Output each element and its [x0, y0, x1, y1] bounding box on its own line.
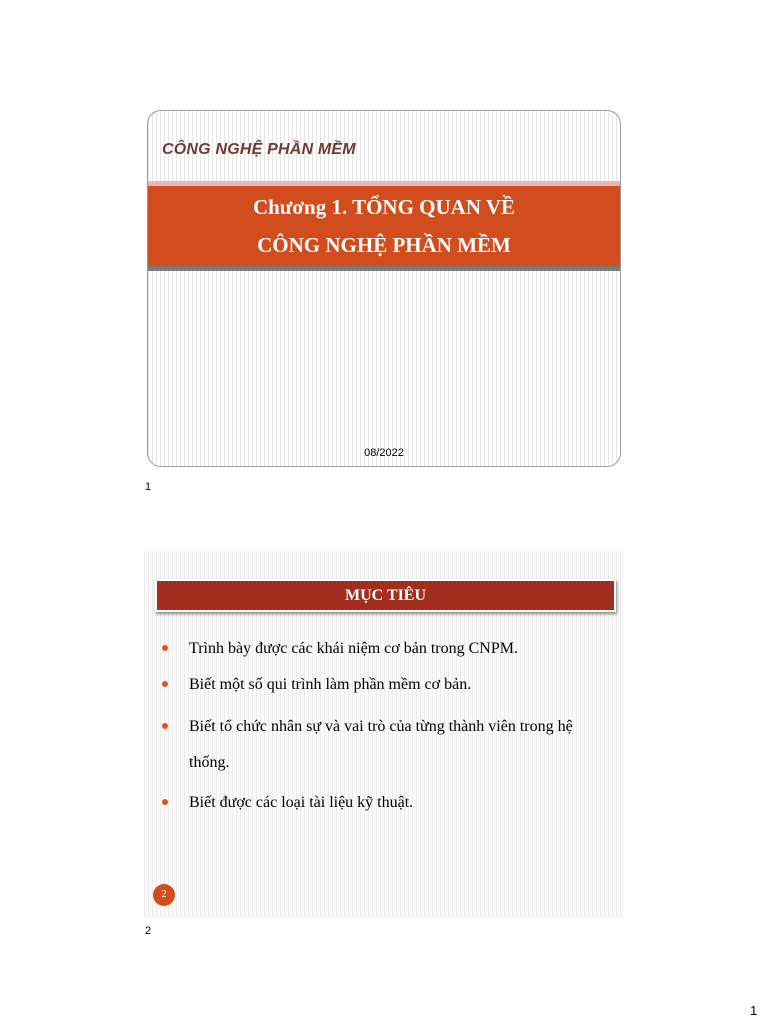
list-item [162, 709, 609, 781]
list-item [162, 791, 609, 815]
slide-2 [144, 551, 624, 918]
list-item-text: Biết một số qui trình làm phần mềm cơ bản. [189, 676, 472, 693]
bullet-icon [162, 723, 168, 729]
list-item-text: Biết được các loại tài liệu kỹ thuật. [189, 794, 414, 811]
list-item-text: Biết tổ chức nhân sự và vai trò của từng thành viên trong hệ thống. [189, 718, 573, 771]
bullet-icon [162, 645, 168, 651]
slide-1-number-label: 1 [145, 481, 152, 493]
slide-title-line-2: CÔNG NGHỆ PHẦN MỀM [257, 233, 511, 257]
slide-header: CÔNG NGHỆ PHẦN MỀM [162, 141, 356, 158]
page-number: 1 [750, 1003, 758, 1018]
slide-title-line-1: Chương 1. TỔNG QUAN VỀ [252, 195, 516, 219]
list-item-text: Trình bày được các khái niệm cơ bản trong CNPM. [189, 640, 518, 657]
title-band [148, 186, 620, 266]
slide-2-number-label: 2 [145, 925, 152, 937]
slide-1 [147, 110, 621, 467]
objectives-list [162, 637, 609, 815]
slide-number-badge: 2 [153, 884, 175, 906]
divider-line [148, 266, 620, 271]
objectives-banner: MỤC TIÊU [155, 579, 616, 612]
bullet-icon [162, 799, 168, 805]
list-item [162, 673, 609, 697]
slide-date: 08/2022 [364, 447, 404, 459]
list-item [162, 637, 609, 661]
bullet-icon [162, 681, 168, 687]
